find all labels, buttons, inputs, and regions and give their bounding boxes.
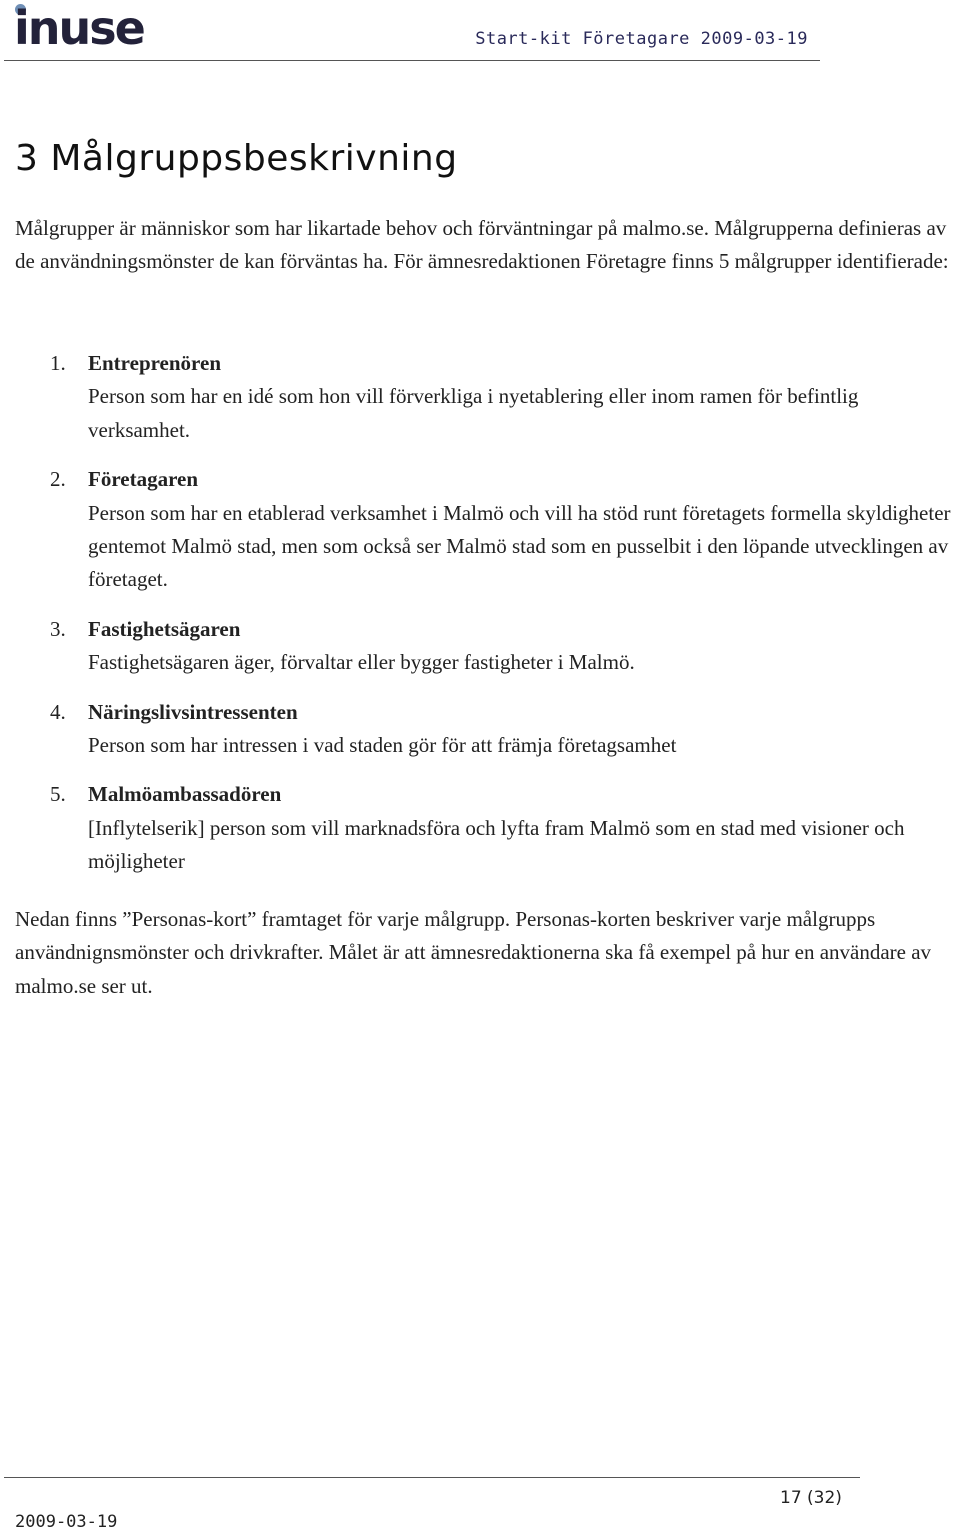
footer-date: 2009-03-19 bbox=[15, 1512, 118, 1532]
list-description: [Inflytelserik] person som vill marknadsföra och lyfta fram Malmö som en stad med visioner och möjligheter bbox=[88, 815, 905, 874]
list-description: Person som har en etablerad verksamhet i Malmö och vill ha stöd runt företagets formella skyldigheter gentemot Malmö stad, men som också ser Malmö stad som en pusselbit i den löpande utvecklingen av företaget. bbox=[88, 500, 951, 592]
list-title: Entreprenören bbox=[88, 351, 222, 375]
list-title: Fastighetsägaren bbox=[88, 616, 241, 641]
footer-divider bbox=[4, 1477, 860, 1478]
list-title: Företagaren bbox=[88, 467, 199, 492]
page-number: 17 (32) bbox=[780, 1488, 842, 1508]
list-title: Malmöambassadören bbox=[88, 782, 282, 807]
section-heading: 3 Målgruppsbeskrivning bbox=[15, 138, 458, 179]
target-group-list bbox=[50, 347, 960, 879]
list-number: 5. bbox=[50, 782, 66, 807]
list-title: Näringslivsintressenten bbox=[88, 699, 298, 724]
list-item bbox=[50, 463, 960, 597]
list-item bbox=[50, 613, 960, 680]
list-description: Fastighetsägaren äger, förvaltar eller bygger fastigheter i Malmö. bbox=[88, 650, 635, 675]
header-divider bbox=[4, 60, 820, 61]
list-number: 4. bbox=[50, 699, 66, 724]
header-title: Start-kit Företagare 2009-03-19 bbox=[475, 29, 808, 49]
list-number: 1. bbox=[50, 351, 66, 375]
list-description: Person som har intressen i vad staden gör för att främja företagsamhet bbox=[88, 733, 677, 758]
logo: inuse bbox=[14, 1, 144, 55]
list-number: 3. bbox=[50, 616, 66, 641]
list-description: Person som har en idé som hon vill förverkliga i nyetablering eller inom ramen för befintlig verksamhet. bbox=[88, 384, 859, 442]
outro-paragraph: Nedan finns ”Personas-kort” framtaget för varje målgrupp. Personas-korten beskriver varje målgrupps användnignsmönster och drivkrafter. Målet är att ämnesredaktionerna ska få exempel på hur en användare av malmo.se ser ut. bbox=[15, 907, 932, 998]
list-number: 2. bbox=[50, 467, 66, 492]
list-item bbox=[50, 778, 960, 878]
list-item bbox=[50, 347, 960, 447]
intro-paragraph: Målgrupper är människor som har likartade behov och förväntningar på malmo.se. Målgrupperna definieras av de användningsmönster de kan förväntas ha. För ämnesredaktionen Företagre finns 5 målgrupper identifierade: bbox=[15, 216, 949, 274]
list-item bbox=[50, 696, 960, 763]
